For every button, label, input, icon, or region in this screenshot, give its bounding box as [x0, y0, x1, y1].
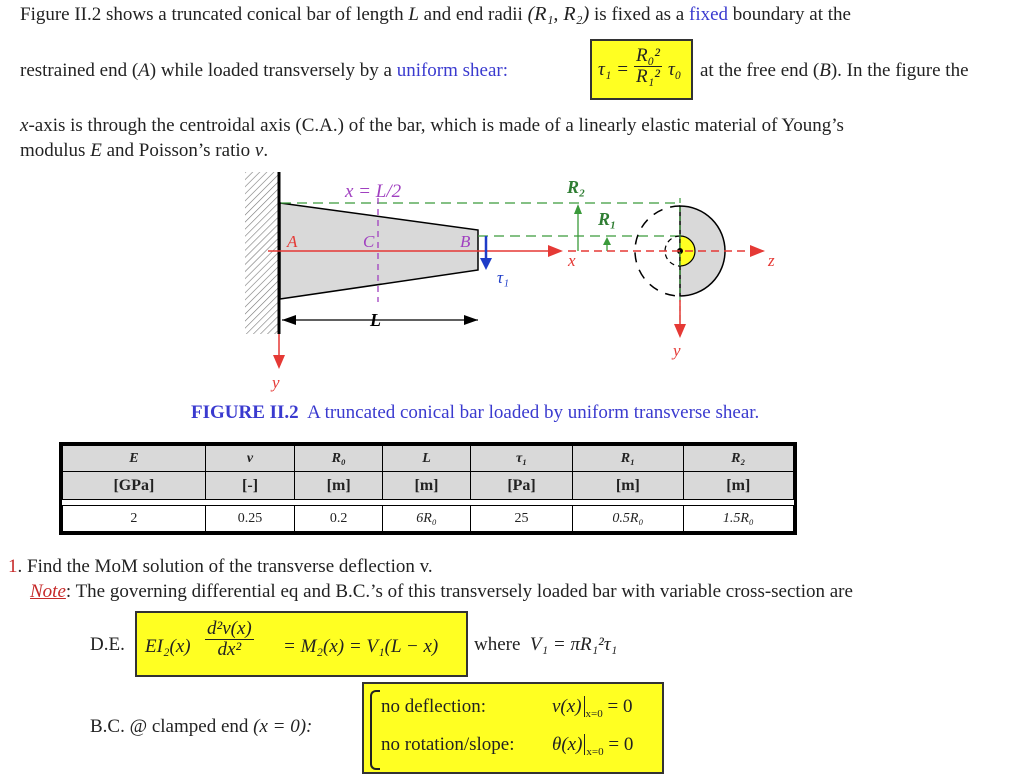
bc-row2-eq: θ(x) $_{x=0}$ = 0: [552, 734, 634, 758]
B-label: B: [460, 232, 471, 251]
r1-arrow-head: [603, 237, 611, 245]
r2-arrow-head: [574, 204, 582, 214]
tau1-label: τ₁: [497, 268, 509, 287]
z-label: z: [768, 251, 775, 270]
R1-label: R₁: [598, 209, 617, 229]
col-E: E: [63, 446, 206, 472]
intro-line-4: modulus E and Poisson’s ratio ν.: [20, 140, 269, 161]
table-values-row: 2 0.25 0.2 6R₀ 25 0.5R₀ 1.5R₀: [63, 506, 794, 532]
intro-line-3: x-axis is through the centroidal axis (C.A.) of the bar, which is made of a linearly elastic material of Young’s: [20, 115, 844, 136]
bc-row2-label: no rotation/slope:: [381, 734, 515, 755]
table-header-row: [63, 446, 794, 472]
shear-formula-box: τ₁ = $\frac{\text{R₀²}}{\text{R₁²}}$ τ₀: [590, 39, 693, 100]
de-equation-box: EI₂(x) $\frac{\text{d²v(x)}}{\text{dx²}}$ = M₂(x) = V₁(L − x): [135, 611, 468, 677]
properties-table: [59, 442, 797, 535]
intro-line-1: Figure II.2 shows a truncated conical bar of length L and end radii (R₁, R₂) is fixed as a fixed boundary at the: [20, 3, 851, 25]
x-label: x: [568, 251, 576, 270]
col-R2: R₂: [683, 446, 793, 472]
col-R0: R₀: [295, 446, 383, 472]
note-line: Note: The governing differential eq and B.C.’s of this transversely loaded bar with variable cross-section are: [30, 581, 853, 602]
x-axis-arrow: [548, 245, 563, 257]
col-nu: ν: [205, 446, 294, 472]
fixed-link[interactable]: fixed: [689, 4, 729, 25]
intro-line-2b: at the free end (B). In the figure the: [700, 60, 969, 81]
bc-row1-label: no deflection:: [381, 696, 486, 717]
question-1: 1. Find the MoM solution of the transverse deflection v.: [8, 556, 433, 577]
uniform-shear-link[interactable]: uniform shear:: [396, 60, 509, 81]
bc-label: B.C. @ clamped end (x = 0):: [90, 716, 313, 737]
y-axis-arrow: [273, 355, 285, 369]
A-label: A: [287, 232, 298, 251]
C-label: C: [363, 232, 375, 251]
note-label: Note: [30, 581, 66, 602]
L-label: L: [370, 310, 381, 330]
y2-label: y: [673, 341, 681, 360]
col-L: L: [383, 446, 471, 472]
bc-row1-eq: v(x) $_{x=0}$ = 0: [552, 696, 633, 720]
y-label: y: [272, 373, 280, 392]
z-axis-arrow: [750, 245, 765, 257]
midspan-label: x = L/2: [345, 181, 402, 202]
R2-label: R₂: [567, 177, 586, 197]
wall-hatch: [245, 172, 278, 334]
bc-equation-box: [362, 682, 664, 774]
figure-caption: FIGURE II.2 A truncated conical bar loaded by uniform transverse shear.: [191, 402, 760, 423]
intro-line-2a: restrained end (A) while loaded transversely by a uniform shear:: [20, 60, 509, 81]
table-units-row: [GPa] [-] [m] [m] [Pa] [m] [m]: [63, 472, 794, 500]
y2-axis-arrow: [674, 324, 686, 338]
de-where: where V₁ = πR₁²τ₁: [474, 634, 618, 655]
shear-arrow-head: [480, 258, 492, 270]
col-tau1: τ₁: [470, 446, 572, 472]
de-label: D.E.: [90, 634, 125, 655]
col-R1: R₁: [573, 446, 683, 472]
